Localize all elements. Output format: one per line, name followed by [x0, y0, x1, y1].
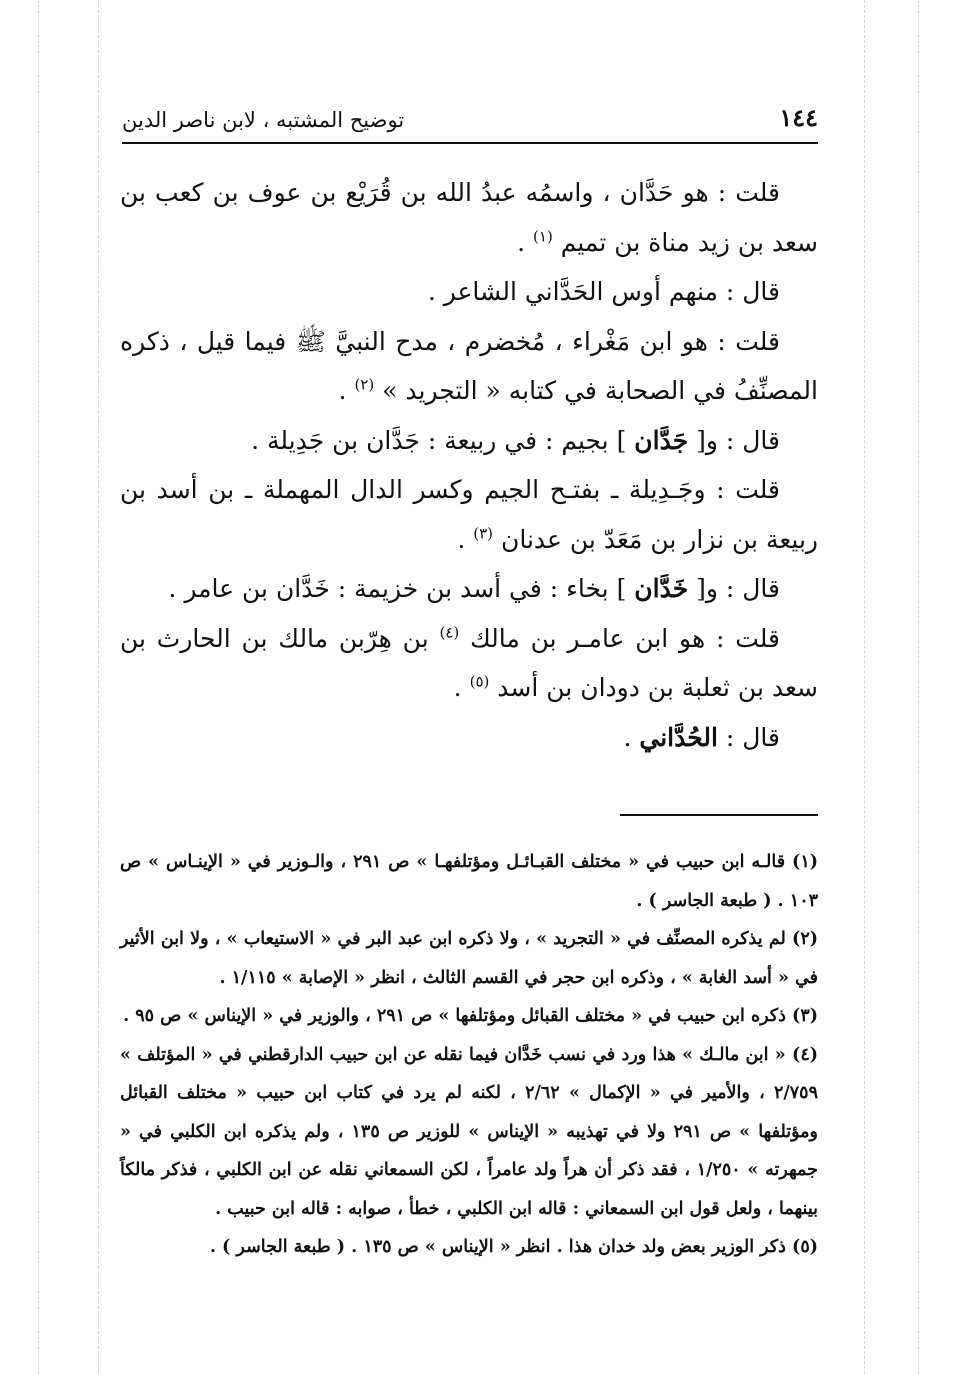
- footnote-3: (٣) ذكره ابن حبيب في « مختلف القبائل ومؤتلفها » ص ٢٩١ ، والوزير في « الإيناس » ص ٩٥ .: [123, 1006, 818, 1026]
- page-header: [122, 92, 818, 132]
- footnotes: [120, 843, 818, 1267]
- paragraph-5: قلت : وجَـدِيلة ـ بفتـح الجيم وكسر الدال المهملة ـ بن أسد بن ربيعة بن نزار بن مَعَدّ بن عدنان $^{(٣)}$ .: [120, 475, 818, 554]
- scan-guide-line: [38, 0, 39, 1374]
- paragraph-3: قلت : هو ابن مَغْراء ، مُخضرم ، مدح النبيَّ ﷺ فيما قيل ، ذكره المصنِّفُ في الصحابة في كتابه « التجريد » $^{(٢)}$ .: [120, 326, 818, 405]
- footnote-ref-4: (٤): [439, 623, 460, 642]
- entry-term-jaddan: جَدَّان: [634, 425, 689, 455]
- footnote-4: (٤) « ابن مالـك » هذا ورد في نسب خَدَّان فيما نقله عن ابن حبيب الدارقطني في « المؤتلف » ٢/٧٥٩ ، والأمير في « الإكمال » ٢/٦٢ ، لكنه لم يرد في كتاب ابن حبيب « مختلف القبائل ومؤتلفها » ص ٢٩١ ولا في تهذيبه « الإيناس » للوزير ص ١٣٥ ، ولم يذكره ابن الكلبي في « جمهرته » ١/٢٥٠ ، فقد ذكر أن هراً ولد عامراً ، لكن السمعاني نقله عن ابن الكلبي ، فذكر مالكاً بينهما ، ولعل قول ابن السمعاني : قاله ابن الكلبي ، خطأ ، صوابه : قاله ابن حبيب .: [120, 1044, 818, 1219]
- footnote-1: (١) قالـه ابن حبيب في « مختلف القبـائـل ومؤتلفهـا » ص ٢٩١ ، والـوزير في « الإينـاس » ص ١٠٣ . ( طبعة الجاسر ) .: [120, 852, 819, 911]
- footnote-ref-3: (٣): [473, 524, 494, 543]
- paragraph-2: قال : منهم أوس الحَدَّاني الشاعر .: [427, 277, 780, 306]
- scan-guide-line: [918, 0, 919, 1374]
- entry-term-khaddan: خَدَّان: [634, 574, 689, 603]
- scan-guide-line: [864, 0, 865, 1374]
- entry-term-huddani: الحُدَّاني: [639, 722, 718, 752]
- scan-guide-line: [98, 0, 99, 1374]
- footnote-ref-2: (٢): [354, 375, 375, 394]
- footnote-ref-1: (١): [533, 227, 553, 246]
- footnote-separator: [620, 814, 818, 816]
- footnote-ref-5: (٥): [469, 672, 490, 691]
- page-number: ١٤٤: [779, 103, 818, 132]
- paragraph-1: قلت : هو حَدَّان ، واسمُه عبدُ الله بن قُرَيْع بن عوف بن كعب بن سعد بن زيد مناة بن تميم $^{(١)}$ .: [120, 178, 818, 257]
- running-title: توضيح المشتبه ، لابن ناصر الدين: [122, 108, 405, 132]
- footnote-5: (٥) ذكر الوزير بعض ولد خدان هذا . انظر « الإيناس » ص ١٣٥ . ( طبعة الجاسر ) .: [209, 1237, 818, 1257]
- paragraph-8: قال : الحُدَّاني .: [623, 722, 780, 752]
- paragraph-4: قال : و[ جَدَّان ] بجيم : في ربيعة : جَدَّان بن جَدِيلة .: [251, 425, 780, 455]
- footnote-2: (٢) لم يذكره المصنِّف في « التجريد » ، ولا ذكره ابن عبد البر في « الاستيعاب » ، ولا ابن الأثير في « أسد الغابة » ، وذكره ابن حجر في القسم الثالث ، انظر « الإصابة » ١/١١٥ .: [120, 929, 818, 988]
- paragraph-7: قلت : هو ابن عامـر بن مالك $^{(٤)}$ بن هِرّبن مالك بن الحارث بن سعد بن ثعلبة بن دودان بن أسد $^{(٥)}$ .: [120, 623, 818, 702]
- paragraph-6: قال : و[ خَدَّان ] بخاء : في أسد بن خزيمة : خَدَّان بن عامر .: [168, 574, 780, 603]
- header-rule: [122, 142, 818, 144]
- main-text: [120, 168, 818, 762]
